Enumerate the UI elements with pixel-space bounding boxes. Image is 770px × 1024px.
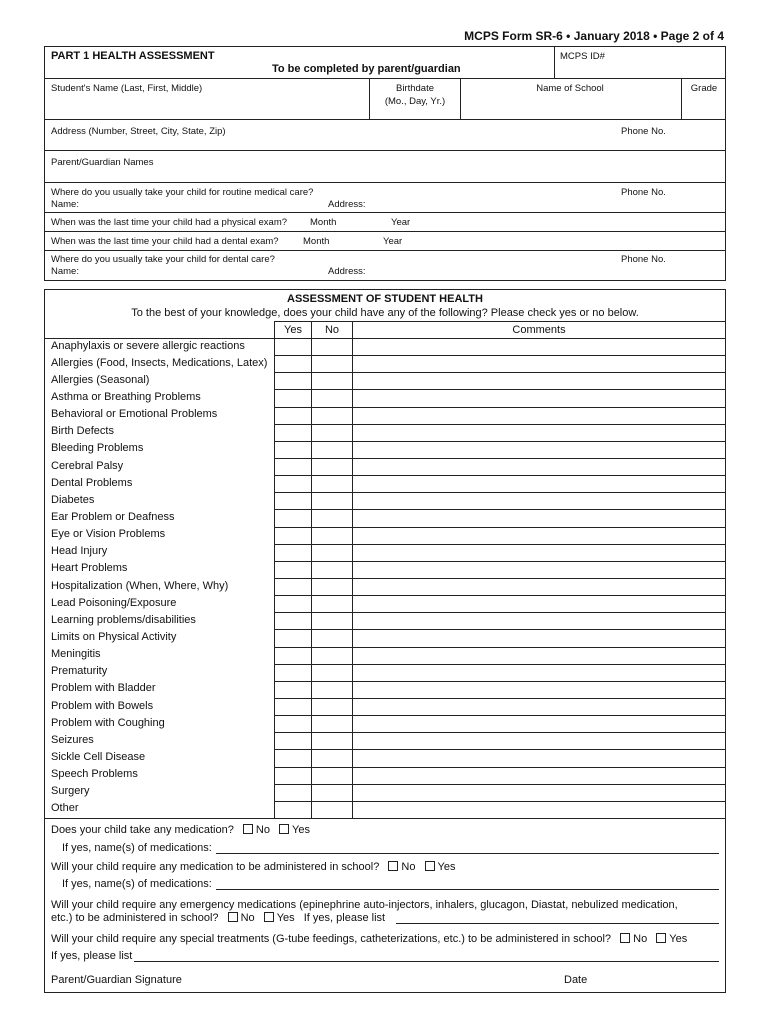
parent-names-field[interactable] <box>45 168 725 181</box>
school-med-no-label: No <box>401 861 416 873</box>
row-divider <box>274 629 726 630</box>
condition-label: Problem with Coughing <box>51 716 165 729</box>
row-divider <box>274 801 726 802</box>
row-divider <box>274 389 726 390</box>
dental-name-label: Name: <box>51 266 79 277</box>
dental-month-label: Month <box>303 236 330 247</box>
row-divider <box>274 612 726 613</box>
condition-label: Lead Poisoning/Exposure <box>51 596 177 609</box>
condition-comments-cell[interactable] <box>353 681 725 698</box>
assessment-instructions: To the best of your knowledge, does your child have any of the following? Please check yes or no below. <box>131 307 639 319</box>
condition-comments-cell[interactable] <box>353 424 725 441</box>
condition-row <box>44 372 726 389</box>
condition-label: Head Injury <box>51 545 108 558</box>
condition-no-cell[interactable] <box>312 389 352 406</box>
special-yes-label: Yes <box>669 933 688 945</box>
condition-row <box>44 664 726 681</box>
condition-no-cell[interactable] <box>312 424 352 441</box>
condition-yes-cell[interactable] <box>275 561 311 578</box>
condition-comments-cell[interactable] <box>353 784 725 801</box>
condition-yes-cell[interactable] <box>275 629 311 646</box>
condition-no-cell[interactable] <box>312 509 352 526</box>
condition-comments-cell[interactable] <box>353 389 725 406</box>
condition-comments-cell[interactable] <box>353 544 725 561</box>
special-list-line[interactable] <box>134 961 719 962</box>
condition-yes-cell[interactable] <box>275 801 311 818</box>
condition-label: Meningitis <box>51 648 101 661</box>
condition-row <box>44 475 726 492</box>
condition-yes-cell[interactable] <box>275 424 311 441</box>
condition-yes-cell[interactable] <box>275 595 311 612</box>
condition-comments-cell[interactable] <box>353 612 725 629</box>
condition-label: Allergies (Seasonal) <box>51 373 150 386</box>
school-med-no-checkbox[interactable] <box>388 861 398 871</box>
condition-comments-cell[interactable] <box>353 595 725 612</box>
condition-yes-cell[interactable] <box>275 715 311 732</box>
emergency-question-row <box>51 912 385 924</box>
condition-label: Problem with Bowels <box>51 699 154 712</box>
condition-comments-cell[interactable] <box>353 732 725 749</box>
condition-label: Surgery <box>51 785 90 798</box>
condition-yes-cell[interactable] <box>275 664 311 681</box>
condition-row <box>44 561 726 578</box>
condition-no-cell[interactable] <box>312 527 352 544</box>
row-divider <box>274 492 726 493</box>
emergency-no-checkbox[interactable] <box>228 912 238 922</box>
condition-comments-cell[interactable] <box>353 801 725 818</box>
condition-yes-cell[interactable] <box>275 407 311 424</box>
medication-names-label: If yes, name(s) of medications: <box>62 842 212 854</box>
condition-no-cell[interactable] <box>312 784 352 801</box>
condition-no-cell[interactable] <box>312 407 352 424</box>
school-med-question: Will your child require any medication to be administered in school? <box>51 861 380 873</box>
emergency-yes-label: Yes <box>276 912 295 924</box>
condition-yes-cell[interactable] <box>275 544 311 561</box>
condition-yes-cell[interactable] <box>275 475 311 492</box>
condition-no-cell[interactable] <box>312 492 352 509</box>
condition-label: Behavioral or Emotional Problems <box>51 408 218 421</box>
physical-year-label: Year <box>391 217 411 228</box>
condition-comments-cell[interactable] <box>353 578 725 595</box>
col-comments-header: Comments <box>512 324 566 336</box>
condition-row <box>44 527 726 544</box>
row-divider <box>274 749 726 750</box>
medication-yes-label: Yes <box>292 824 310 836</box>
condition-yes-cell[interactable] <box>275 732 311 749</box>
address-field[interactable] <box>45 138 725 150</box>
row-divider <box>274 578 726 579</box>
condition-yes-cell[interactable] <box>275 492 311 509</box>
medication-names-line[interactable] <box>216 853 719 854</box>
emergency-question-1: Will your child require any emergency medications (epinephrine auto-injectors, inhalers, glucagon, Diastat, nebulized medication, <box>51 899 678 911</box>
row-divider <box>274 407 726 408</box>
condition-label: Seizures <box>51 733 94 746</box>
condition-yes-cell[interactable] <box>275 784 311 801</box>
condition-yes-cell[interactable] <box>275 749 311 766</box>
school-med-question-row <box>51 861 455 873</box>
row-divider <box>274 424 726 425</box>
condition-label: Asthma or Breathing Problems <box>51 390 201 403</box>
condition-row <box>44 767 726 784</box>
medication-question: Does your child take any medication? <box>51 824 234 836</box>
row-divider <box>274 458 726 459</box>
condition-comments-cell[interactable] <box>353 749 725 766</box>
condition-label: Speech Problems <box>51 768 138 781</box>
special-question: Will your child require any special treatments (G-tube feedings, catheterizations, etc.) to be administered in school? <box>51 933 612 945</box>
condition-row <box>44 458 726 475</box>
condition-no-cell[interactable] <box>312 372 352 389</box>
condition-no-cell[interactable] <box>312 629 352 646</box>
col-yes-header: Yes <box>284 324 302 336</box>
school-med-yes-label: Yes <box>437 861 456 873</box>
mcps-id-label: MCPS ID# <box>560 51 605 62</box>
condition-row <box>44 698 726 715</box>
row-divider <box>274 544 726 545</box>
condition-yes-cell[interactable] <box>275 578 311 595</box>
medical-care-question: Where do you usually take your child for routine medical care? <box>51 187 314 198</box>
row-divider <box>274 698 726 699</box>
condition-no-cell[interactable] <box>312 749 352 766</box>
condition-row <box>44 492 726 509</box>
condition-comments-cell[interactable] <box>353 441 725 458</box>
condition-label: Birth Defects <box>51 425 114 438</box>
condition-label: Problem with Bladder <box>51 682 156 695</box>
condition-comments-cell[interactable] <box>353 715 725 732</box>
condition-no-cell[interactable] <box>312 458 352 475</box>
condition-label: Prematurity <box>51 665 108 678</box>
date-field[interactable] <box>594 970 722 988</box>
condition-no-cell[interactable] <box>312 595 352 612</box>
dental-exam-question: When was the last time your child had a dental exam? <box>51 236 279 247</box>
medication-no-label: No <box>255 824 270 836</box>
condition-comments-cell[interactable] <box>353 561 725 578</box>
condition-label: Bleeding Problems <box>51 442 144 455</box>
condition-label: Cerebral Palsy <box>51 459 124 472</box>
condition-row <box>44 595 726 612</box>
school-label: Name of School <box>536 83 604 94</box>
condition-row <box>44 578 726 595</box>
condition-comments-cell[interactable] <box>353 372 725 389</box>
row-divider <box>274 561 726 562</box>
condition-row <box>44 389 726 406</box>
dental-address-label: Address: <box>328 266 366 277</box>
emergency-yes-checkbox[interactable] <box>264 912 274 922</box>
condition-label: Other <box>51 802 79 815</box>
parent-names-label: Parent/Guardian Names <box>51 157 154 168</box>
row-divider <box>274 681 726 682</box>
condition-no-cell[interactable] <box>312 732 352 749</box>
condition-row <box>44 681 726 698</box>
condition-label: Sickle Cell Disease <box>51 750 146 763</box>
condition-label: Allergies (Food, Insects, Medications, Latex) <box>51 356 268 369</box>
condition-label: Learning problems/disabilities <box>51 613 196 626</box>
condition-comments-cell[interactable] <box>353 527 725 544</box>
school-field[interactable] <box>461 95 680 118</box>
mcps-id-field[interactable] <box>555 52 725 76</box>
condition-no-cell[interactable] <box>312 561 352 578</box>
condition-no-cell[interactable] <box>312 767 352 784</box>
emergency-no-label: No <box>240 912 255 924</box>
row-divider <box>274 647 726 648</box>
form-title: MCPS Form SR-6 • January 2018 • Page 2 of 4 <box>464 29 724 43</box>
student-name-label: Student's Name (Last, First, Middle) <box>51 83 203 94</box>
row-divider <box>274 527 726 528</box>
address-label: Address (Number, Street, City, State, Zip) <box>51 126 226 137</box>
condition-no-cell[interactable] <box>312 355 352 372</box>
condition-row <box>44 784 726 801</box>
dental-year-label: Year <box>383 236 403 247</box>
condition-comments-cell[interactable] <box>353 407 725 424</box>
grade-label: Grade <box>690 83 718 94</box>
condition-row <box>44 612 726 629</box>
condition-no-cell[interactable] <box>312 647 352 664</box>
school-med-names-line[interactable] <box>216 889 719 890</box>
emergency-list-label: If yes, please list <box>303 912 386 924</box>
condition-label: Ear Problem or Deafness <box>51 510 175 523</box>
condition-comments-cell[interactable] <box>353 647 725 664</box>
birthdate-format-label: (Mo., Day, Yr.) <box>384 96 446 107</box>
row-divider <box>274 355 726 356</box>
condition-no-cell[interactable] <box>312 664 352 681</box>
condition-row <box>44 715 726 732</box>
emergency-question-2: etc.) to be administered in school? <box>51 912 219 924</box>
condition-no-cell[interactable] <box>312 715 352 732</box>
condition-no-cell[interactable] <box>312 801 352 818</box>
condition-yes-cell[interactable] <box>275 767 311 784</box>
special-no-label: No <box>633 933 648 945</box>
condition-comments-cell[interactable] <box>353 458 725 475</box>
condition-comments-cell[interactable] <box>353 698 725 715</box>
special-list-label: If yes, please list <box>51 950 133 962</box>
condition-label: Anaphylaxis or severe allergic reactions <box>51 339 245 352</box>
signature-field[interactable] <box>190 970 550 988</box>
condition-label: Dental Problems <box>51 476 133 489</box>
dental-care-question: Where do you usually take your child for dental care? <box>51 254 275 265</box>
row-divider <box>274 509 726 510</box>
row-divider <box>274 767 726 768</box>
condition-row <box>44 407 726 424</box>
medical-phone-label: Phone No. <box>621 187 666 198</box>
row-divider <box>274 784 726 785</box>
student-name-field[interactable] <box>45 95 368 118</box>
condition-no-cell[interactable] <box>312 338 352 355</box>
row-divider <box>274 441 726 442</box>
special-question-row <box>51 933 687 945</box>
condition-yes-cell[interactable] <box>275 389 311 406</box>
condition-yes-cell[interactable] <box>275 441 311 458</box>
condition-no-cell[interactable] <box>312 544 352 561</box>
condition-yes-cell[interactable] <box>275 372 311 389</box>
school-med-names-label: If yes, name(s) of medications: <box>62 878 212 890</box>
condition-label: Eye or Vision Problems <box>51 528 166 541</box>
row-divider <box>274 664 726 665</box>
assessment-title: ASSESSMENT OF STUDENT HEALTH <box>287 293 483 305</box>
row-divider <box>274 595 726 596</box>
row-divider <box>274 732 726 733</box>
condition-yes-cell[interactable] <box>275 355 311 372</box>
dental-phone-label: Phone No. <box>621 254 666 265</box>
condition-no-cell[interactable] <box>312 681 352 698</box>
condition-yes-cell[interactable] <box>275 338 311 355</box>
condition-row <box>44 732 726 749</box>
condition-row <box>44 544 726 561</box>
condition-comments-cell[interactable] <box>353 355 725 372</box>
col-no-header: No <box>324 324 340 336</box>
condition-row <box>44 509 726 526</box>
signature-label: Parent/Guardian Signature <box>51 974 182 986</box>
condition-yes-cell[interactable] <box>275 647 311 664</box>
condition-row <box>44 355 726 372</box>
phone-label: Phone No. <box>621 126 666 137</box>
medication-question-row <box>51 824 310 836</box>
row-divider <box>274 715 726 716</box>
condition-comments-cell[interactable] <box>353 338 725 355</box>
physical-month-label: Month <box>310 217 337 228</box>
condition-row <box>44 629 726 646</box>
physical-exam-question: When was the last time your child had a physical exam? <box>51 217 288 228</box>
condition-label: Heart Problems <box>51 562 128 575</box>
part1-title: PART 1 HEALTH ASSESSMENT <box>51 50 215 62</box>
medical-name-label: Name: <box>51 199 79 210</box>
condition-row <box>44 647 726 664</box>
condition-no-cell[interactable] <box>312 612 352 629</box>
condition-label: Limits on Physical Activity <box>51 630 177 643</box>
condition-row <box>44 749 726 766</box>
condition-yes-cell[interactable] <box>275 681 311 698</box>
condition-no-cell[interactable] <box>312 441 352 458</box>
condition-yes-cell[interactable] <box>275 458 311 475</box>
birthdate-label: Birthdate <box>395 83 435 94</box>
condition-label: Hospitalization (When, Where, Why) <box>51 579 229 592</box>
medical-address-label: Address: <box>328 199 366 210</box>
condition-yes-cell[interactable] <box>275 509 311 526</box>
condition-no-cell[interactable] <box>312 578 352 595</box>
condition-no-cell[interactable] <box>312 698 352 715</box>
part1-subtitle: To be completed by parent/guardian <box>272 63 461 75</box>
emergency-list-line[interactable] <box>396 923 719 924</box>
medication-yes-checkbox[interactable] <box>279 824 289 834</box>
special-no-checkbox[interactable] <box>620 933 630 943</box>
special-yes-checkbox[interactable] <box>656 933 666 943</box>
medication-no-checkbox[interactable] <box>243 824 253 834</box>
condition-yes-cell[interactable] <box>275 698 311 715</box>
condition-label: Diabetes <box>51 493 95 506</box>
condition-row <box>44 441 726 458</box>
condition-comments-cell[interactable] <box>353 509 725 526</box>
condition-row <box>44 801 726 818</box>
condition-no-cell[interactable] <box>312 475 352 492</box>
condition-comments-cell[interactable] <box>353 475 725 492</box>
condition-yes-cell[interactable] <box>275 612 311 629</box>
condition-yes-cell[interactable] <box>275 527 311 544</box>
condition-comments-cell[interactable] <box>353 629 725 646</box>
condition-comments-cell[interactable] <box>353 492 725 509</box>
condition-comments-cell[interactable] <box>353 664 725 681</box>
row-divider <box>274 372 726 373</box>
school-med-yes-checkbox[interactable] <box>425 861 435 871</box>
condition-row <box>44 338 726 355</box>
condition-row <box>44 424 726 441</box>
row-divider <box>274 475 726 476</box>
date-label: Date <box>564 974 588 986</box>
condition-comments-cell[interactable] <box>353 767 725 784</box>
